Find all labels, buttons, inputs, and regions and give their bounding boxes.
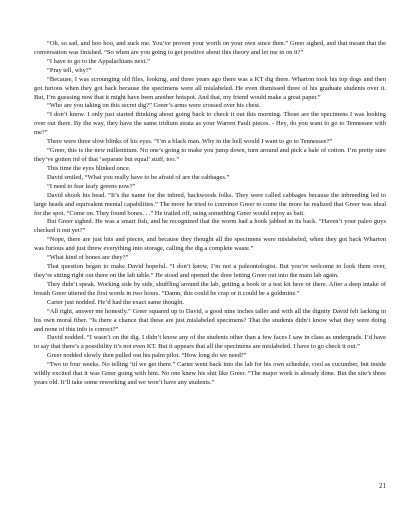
paragraph: “What kind of bones are they?” xyxy=(47,254,129,262)
paragraph: “Pray tell, why?” xyxy=(47,66,92,74)
paragraph: David smiled, “What you really have to be afraid of are the cabbages.” xyxy=(47,173,230,181)
paragraph: But Greer sighed. He was a smart fish, and he recognized that the worm had a hook jabbed in its back. “Haven’t your paleo guys checked it out yet?” xyxy=(34,218,386,235)
paragraph: “Greer, this is the new millennium. No one’s going to make you jump down, turn around and pick a bale of cotton. I’m pretty sure they’ve gotten rid of that ‘separate but equal’ stuff, too.” xyxy=(34,147,386,163)
paragraph: This time the eyes blinked once. xyxy=(47,164,131,172)
paragraph: Carter just nodded. He’d had the exact same thought. xyxy=(47,298,184,306)
page-number: 21 xyxy=(379,482,386,490)
paragraph: “Oh, so sad, and boo hoo, and suck me. You’ve proven your worth on your own since then.” Greer sighed, and that meant that the conversation was finished. “So when are you going to get positive about this theory and let me in on it?” xyxy=(34,40,386,56)
paragraph: “I don’t know. I only just started thinking about going back to check it out this morning. Those are the specimens I was looking over out there. By the way, they have the same iridium strata as your Warren Fault pieces. - Hey, do you want to go to Tennessee with me?” xyxy=(34,111,386,137)
paragraph: David shook his head. “It’s the name for the inbred, backwoods folks. They were called cabbages because the inbreeding led to large heads and equivalent mental capabilities.” The more he tried to convince Greer to come the more he realized that Greer was ideal for the spot. “Come on. They found bones. . .” He trailed off, using something Greer would enjoy as bait. xyxy=(34,191,386,217)
paragraph: “Who are you taking on this secret dig?” Greer’s arms were crossed over his chest. xyxy=(47,102,261,110)
paragraph: There were three slow blinks of his eyes. “I’m a black man. Why in the hell would I want to go to Tennessee?” xyxy=(47,138,333,146)
paragraph: “Two to four weeks. No telling ’til we get there.” Carter went back into the lab for his own schedule, cool as cucumber, but inside wildly excited that it was Greer going with him. No one knew his shit like Greer. “The major work is already done. But the site’s three years old. It’ll take some reworking and we won’t have any students.” xyxy=(34,361,386,387)
paragraph: That question began to make David hopeful. “I don’t know, I’m not a paleontologist. But you’re welcome to look them over, they’re sitting right out there on the lab table.” He stood and opened the door letting Greer out into the main lab again. xyxy=(34,263,386,279)
paragraph: Greer nodded slowly then pulled out his palm pilot. “How long do we need?” xyxy=(47,352,247,360)
paragraph: They didn’t speak. Working side by side, shuffling around the lab, getting a book or a test kit here or there. After a deep intake of breath Greer uttered the first words in two hours. “Damn, this could be crap or it could be a goldmine.” xyxy=(34,280,386,297)
paragraph: “I have to go to the Appalachians next.” xyxy=(47,57,150,65)
paragraph: “All right, answer me honestly.” Greer squared up to David, a good nine inches taller and with all the dignity David felt lacking in his own moral fiber. “Is there a chance that these are just mislabeled specimens? That the students didn’t know what they were doing and none of this info is correct?” xyxy=(34,307,386,333)
paragraph: “Nope, there are just bits and pieces, and because they thought all the specimens were mislabeled, when they got back Wharton was furious and just threw everything into storage, calling the dig a complete waste.” xyxy=(34,236,386,253)
paragraph: “Because, I was scrounging old files, looking, and three years ago there was a KT dig there. Wharton took his top dogs and then got furious when they got back because the specimens were all mislabeled. He even dismissed three of his graduate students over it. But, I’m guessing now that it might have been another hotspot. And that, my friend would make a great paper.” xyxy=(34,75,386,101)
paragraph: David nodded. “I wasn’t on the dig. I didn’t know any of the students other than a few faces I saw in class as undergrads. I’d have to say that there’s a possibility it’s not even KT. But it appears that all the specimens are mislabeled. I have to go check it out.” xyxy=(34,334,386,351)
body-text xyxy=(34,40,386,388)
paragraph: “I need to fear leafy greens now?” xyxy=(47,182,136,190)
